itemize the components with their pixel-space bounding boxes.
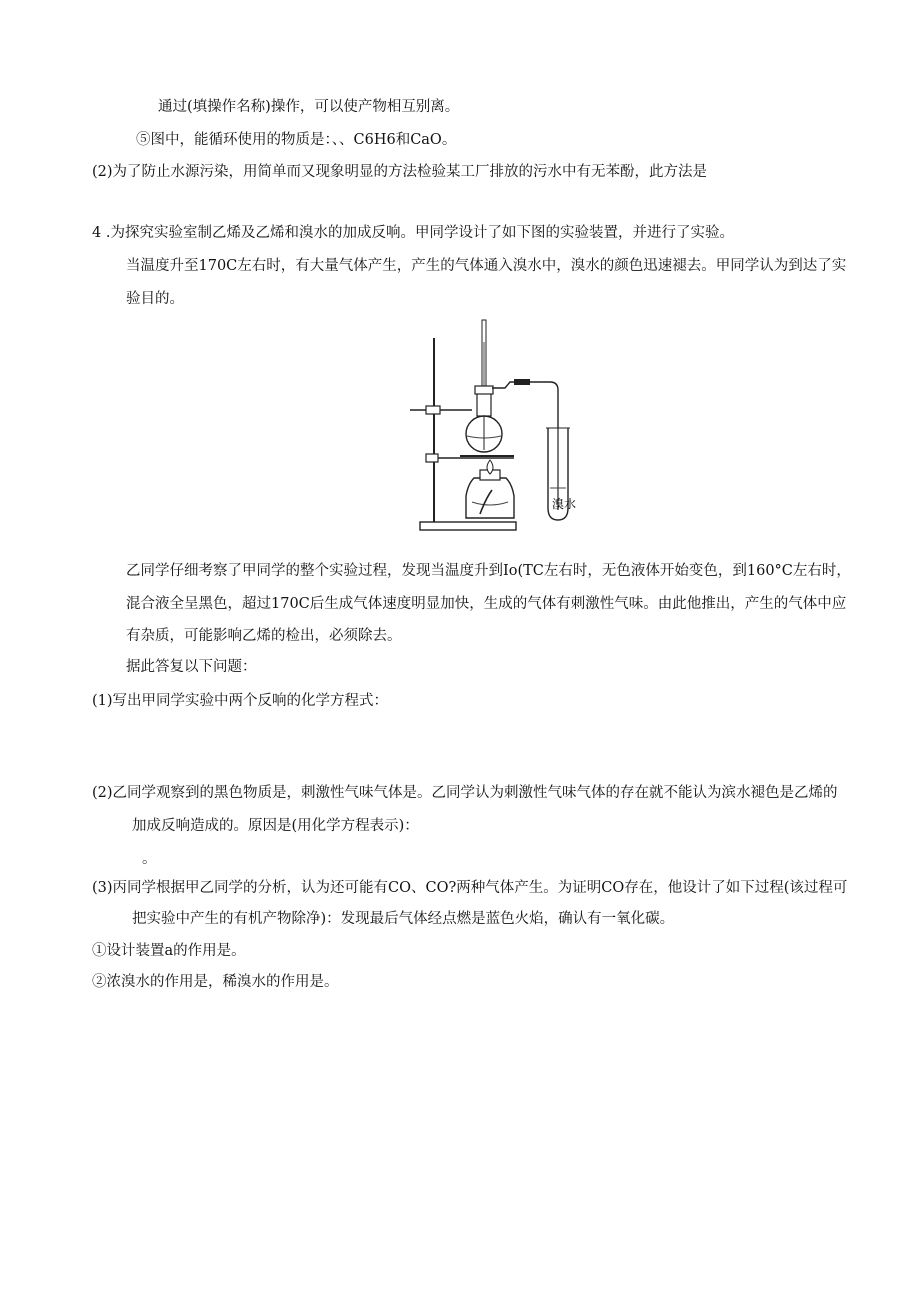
text-line-9: 有杂质，可能影响乙烯的检出，必须除去。 [126, 628, 402, 644]
text-line-10: 据此答复以下问题： [126, 659, 257, 675]
text-line-13: 加成反响造成的。原因是(用化学方程表示)： [132, 818, 419, 834]
text-line-6: 验目的。 [126, 291, 184, 307]
text-line-2: ⑤图中，能循环使用的物质是：、、C6H6和CaO。 [136, 132, 457, 148]
text-line-17: ①设计装置a的作用是。 [92, 943, 246, 959]
text-line-7: 乙同学仔细考察了甲同学的整个实验过程，发现当温度升到Io(TC左右时，无色液体开始变色，到160°C左右时， [126, 563, 851, 579]
question-4-heading: 4 .为探究实验室制乙烯及乙烯和溴水的加成反响。甲同学设计了如下图的实验装置，并进行了实验。 [92, 225, 734, 241]
text-line-11: (1)写出甲同学实验中两个反响的化学方程式： [92, 693, 389, 709]
text-line-18: ②浓溴水的作用是，稀溴水的作用是。 [92, 974, 339, 990]
text-line-16: 把实验中产生的有机产物除净)：发现最后气体经点燃是蓝色火焰，确认有一氧化碳。 [132, 911, 675, 927]
bromine-water-label: 溴水 [552, 497, 577, 511]
apparatus-figure [410, 318, 585, 540]
text-line-15: (3)丙同学根据甲乙同学的分析，认为还可能有CO、CO?两种气体产生。为证明CO存在，他设计了如下过程(该过程可 [92, 880, 848, 896]
text-line-1: 通过(填操作名称)操作，可以使产物相互别离。 [158, 99, 460, 115]
text-line-5: 当温度升至170C左右时，有大量气体产生，产生的气体通入溴水中，溴水的颜色迅速褪去。甲同学认为到达了实 [126, 258, 847, 274]
text-line-3: (2)为了防止水源污染，用简单而又现象明显的方法检验某工厂排放的污水中有无苯酚，此方法是 [92, 164, 708, 180]
text-line-14: 。 [142, 851, 157, 867]
text-line-12: (2)乙同学观察到的黑色物质是，刺激性气味气体是。乙同学认为刺激性气味气体的存在就不能认为滨水褪色是乙烯的 [92, 785, 838, 801]
text-line-8: 混合液全呈黑色，超过170C后生成气体速度明显加快，生成的气体有刺激性气味。由此他推出，产生的气体中应 [126, 596, 847, 612]
